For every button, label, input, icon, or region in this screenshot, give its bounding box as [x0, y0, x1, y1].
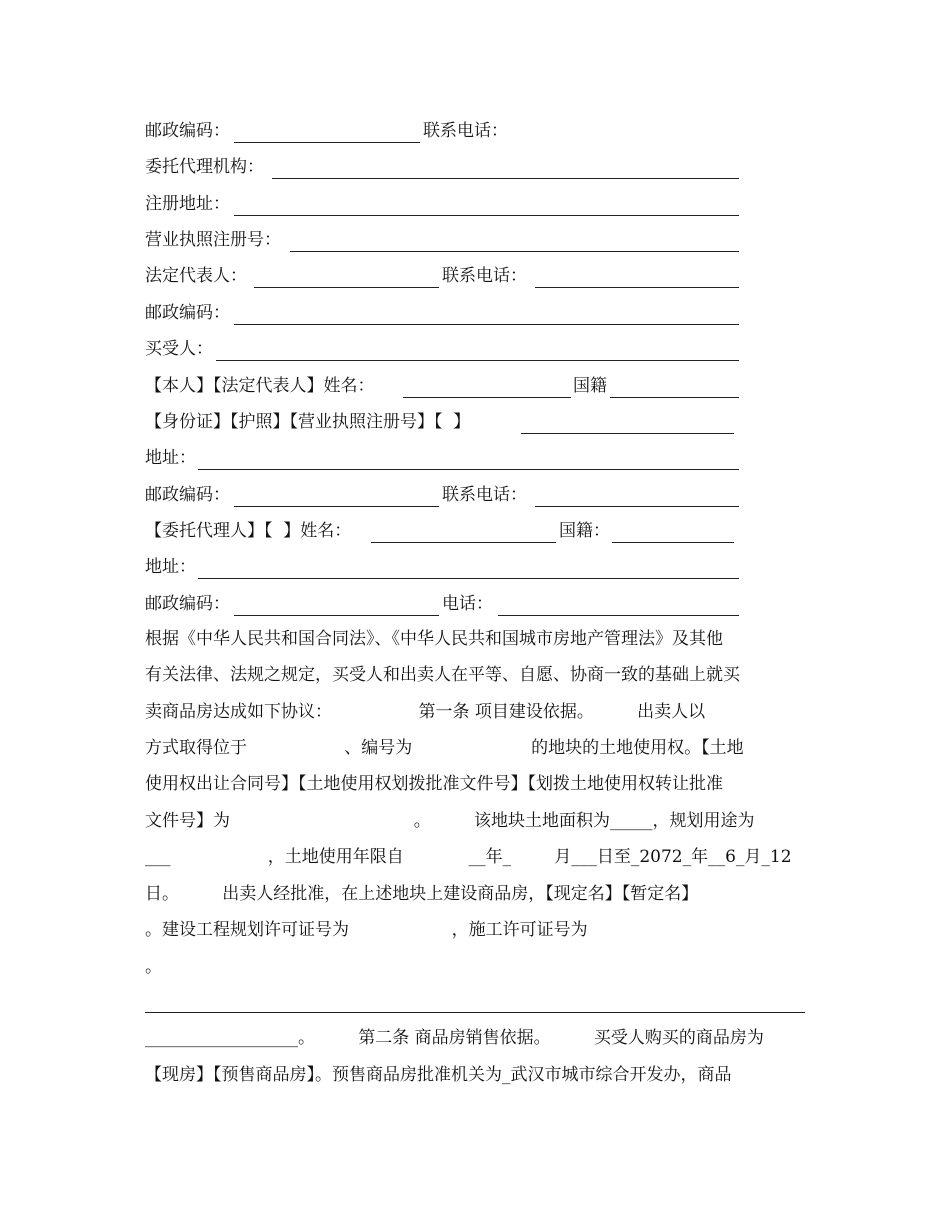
- field-row-agent: [145, 520, 351, 542]
- body-text: __________________。 第二条 商品房销售依据。 买受人购买的商品房为: [145, 1028, 764, 1048]
- address-1-blank[interactable]: [198, 447, 739, 470]
- body-text: 文件号】为 。 该地块土地面积为_____，规划用途为: [145, 811, 755, 831]
- reg-address-blank[interactable]: [234, 193, 739, 216]
- buyer-blank[interactable]: [216, 338, 739, 361]
- body-line: [145, 846, 792, 868]
- field-second-label-text: 国籍：: [559, 521, 610, 541]
- field-row-agency: [145, 156, 264, 178]
- postcode-1-blank[interactable]: [234, 120, 420, 143]
- body-text: ___ ，土地使用年限自 __年_ 月___日至_2072_年__6_月_12: [145, 847, 792, 867]
- field-second-label-text: 电话：: [442, 594, 493, 614]
- field-label: 法定代表人：: [145, 266, 247, 286]
- field-label: 邮政编码：: [145, 121, 230, 141]
- phone-3-blank[interactable]: [535, 484, 739, 507]
- body-text: 方式取得位于 、编号为 的地块的土地使用权。【土地: [145, 738, 744, 758]
- phone-4-blank[interactable]: [498, 593, 739, 616]
- body-text: 。: [145, 957, 162, 977]
- field-second-label-text: 联系电话：: [442, 266, 527, 286]
- horizontal-rule: [145, 1012, 805, 1013]
- body-line: [145, 1027, 764, 1049]
- field-label: 【身份证】【护照】【营业执照注册号】【 】: [145, 412, 471, 432]
- body-line: [145, 664, 740, 686]
- body-line: [145, 919, 588, 941]
- field-row-buyer-name: [145, 375, 375, 397]
- agency-blank[interactable]: [272, 156, 739, 179]
- field-label: 地址：: [145, 448, 196, 468]
- body-line: [145, 883, 698, 905]
- body-text: 。建设工程规划许可证号为 ，施工许可证号为: [145, 920, 588, 940]
- buyer-name-blank[interactable]: [403, 375, 571, 398]
- field-label: 买受人：: [145, 339, 213, 359]
- field-second-label: [423, 120, 508, 142]
- field-row-license: [145, 229, 281, 251]
- address-2-blank[interactable]: [198, 556, 739, 579]
- body-text: 卖商品房达成如下协议： 第一条 项目建设依据。 出卖人以: [145, 702, 706, 722]
- field-second-label-text: 联系电话：: [442, 485, 527, 505]
- postcode-3-blank[interactable]: [234, 484, 439, 507]
- field-row-postcode-2: [145, 302, 230, 324]
- field-row-buyer: [145, 338, 213, 360]
- field-label: 邮政编码：: [145, 485, 230, 505]
- body-line: [145, 773, 723, 795]
- body-text: 日。 出卖人经批准，在上述地块上建设商品房，【现定名】【暂定名】: [145, 884, 699, 904]
- postcode-2-blank[interactable]: [234, 302, 739, 325]
- field-row-reg-address: [145, 193, 230, 215]
- field-second-label-text: 联系电话：: [423, 121, 508, 141]
- body-text: 根据《中华人民共和国合同法》、《中华人民共和国城市房地产管理法》及其他: [145, 629, 723, 649]
- legal-rep-blank[interactable]: [254, 265, 439, 288]
- field-second-label: [442, 265, 527, 287]
- id-number-blank[interactable]: [521, 411, 734, 434]
- field-row-postcode-1: [145, 120, 230, 142]
- body-text: 使用权出让合同号】【土地使用权划拨批准文件号】【划拨土地使用权转让批准: [145, 774, 723, 794]
- postcode-4-blank[interactable]: [234, 593, 439, 616]
- body-line: [145, 1064, 732, 1086]
- field-row-legal-rep: [145, 265, 247, 287]
- agent-name-blank[interactable]: [371, 520, 556, 543]
- body-line: [145, 956, 162, 978]
- body-line: [145, 701, 705, 723]
- field-label: 邮政编码：: [145, 303, 230, 323]
- buyer-nationality-blank[interactable]: [610, 375, 739, 398]
- agent-nationality-blank[interactable]: [612, 520, 734, 543]
- field-label: 地址：: [145, 557, 196, 577]
- field-label: 【本人】【法定代表人】姓名：: [145, 376, 375, 396]
- field-second-label: [573, 375, 607, 397]
- legal-rep-phone-blank[interactable]: [535, 265, 739, 288]
- field-row-address-2: [145, 556, 196, 578]
- field-second-label: [559, 520, 610, 542]
- field-label: 注册地址：: [145, 194, 230, 214]
- field-row-address-1: [145, 447, 196, 469]
- body-text: 【现房】【预售商品房】。预售商品房批准机关为_武汉市城市综合开发办，商品: [145, 1065, 732, 1085]
- field-label: 委托代理机构：: [145, 157, 264, 177]
- body-text: 有关法律、法规之规定，买受人和出卖人在平等、自愿、协商一致的基础上就买: [145, 665, 740, 685]
- field-second-label: [442, 484, 527, 506]
- field-second-label-text: 国籍: [573, 376, 607, 396]
- field-second-label: [442, 593, 493, 615]
- body-line: [145, 628, 723, 650]
- field-label: 邮政编码：: [145, 594, 230, 614]
- field-row-id-type: [145, 411, 470, 433]
- field-label: 【委托代理人】【 】姓名：: [145, 521, 352, 541]
- body-line: [145, 737, 744, 759]
- license-blank[interactable]: [290, 229, 739, 252]
- body-line: [145, 810, 754, 832]
- field-label: 营业执照注册号：: [145, 230, 281, 250]
- field-row-postcode-3: [145, 484, 230, 506]
- field-row-postcode-4: [145, 593, 230, 615]
